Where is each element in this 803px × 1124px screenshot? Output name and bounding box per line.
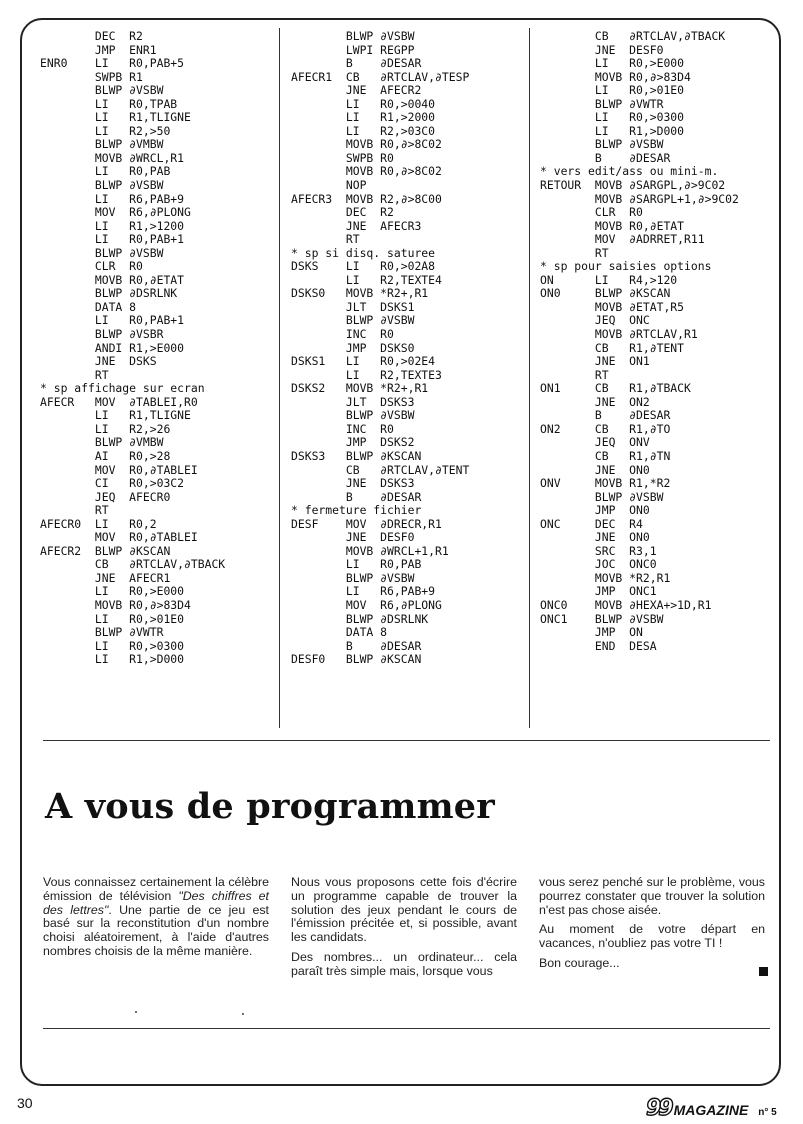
code-line: JNE DESF0: [291, 530, 415, 545]
logo-numeral: 99: [646, 1096, 671, 1121]
code-line: LWPI REGPP: [291, 42, 415, 57]
end-of-article-mark: [759, 967, 768, 976]
code-line: JMP DSKS2: [291, 435, 415, 450]
code-comment-line: * sp pour saisies options: [540, 259, 712, 274]
code-line: CLR R0: [540, 205, 643, 220]
code-line: RT: [40, 367, 109, 382]
code-line: BLWP ∂VSBW: [291, 570, 415, 585]
code-line: LI R0,PAB+1: [40, 232, 185, 247]
code-line: DESF0 BLWP ∂KSCAN: [291, 652, 422, 667]
code-line: MOVB R0,∂>8C02: [291, 164, 442, 179]
code-line: BLWP ∂VMBW: [40, 137, 164, 152]
code-line: LI R0,>0300: [40, 638, 185, 653]
page-number: 30: [17, 1095, 33, 1111]
code-line: ON LI R4,>120: [540, 272, 678, 287]
code-line: JEQ ONV: [540, 435, 650, 450]
code-line: JMP ON: [540, 625, 643, 640]
show-title: "Des chiffres et des lettres": [43, 888, 269, 917]
code-line: CB ∂RTCLAV,∂TBACK: [40, 557, 226, 572]
print-speck: [135, 1011, 137, 1013]
code-line: CB ∂RTCLAV,∂TENT: [291, 462, 470, 477]
code-line: LI R0,TPAB: [40, 96, 178, 111]
code-line: BLWP ∂VSBR: [40, 327, 164, 342]
code-line: ONC0 MOVB ∂HEXA+>1D,R1: [540, 597, 712, 612]
code-line: AFECR3 MOVB R2,∂>8C00: [291, 191, 442, 206]
code-line: B ∂DESAR: [291, 56, 422, 71]
code-line: LI R1,>D000: [40, 652, 185, 667]
code-line: INC R0: [291, 421, 394, 436]
code-line: MOV R0,∂TABLEI: [40, 530, 198, 545]
code-line: JNE ON0: [540, 530, 650, 545]
code-line: ON1 CB R1,∂TBACK: [540, 381, 691, 396]
code-line: LI R2,>50: [40, 123, 171, 138]
code-line: B ∂DESAR: [291, 489, 422, 504]
code-line: MOVB ∂RTCLAV,R1: [540, 327, 698, 342]
article-bottom-rule: [43, 1028, 770, 1029]
code-line: SWPB R1: [40, 69, 143, 84]
code-line: BLWP ∂VMBW: [40, 435, 164, 450]
code-line: LI R0,PAB: [291, 557, 422, 572]
code-line: MOVB R0,∂ETAT: [40, 272, 185, 287]
code-line: JNE ON2: [540, 394, 650, 409]
code-line: LI R2,TEXTE4: [291, 272, 442, 287]
code-line: MOVB ∂WRCL,R1: [40, 150, 185, 165]
code-line: LI R0,PAB+1: [40, 313, 185, 328]
code-line: JNE ON0: [540, 462, 650, 477]
article-title: A vous de programmer: [45, 786, 495, 827]
article-paragraph: Nous vous proposons cette fois d'écrire un programme capable de trouver la solution des jeux pendant le cours de l'émission précitée et, si possible, avant les candidats.: [291, 875, 517, 945]
code-line: AI R0,>28: [40, 448, 171, 463]
code-comment-line: * fermeture fichier: [291, 503, 422, 518]
code-line: ENR0 LI R0,PAB+5: [40, 56, 185, 71]
code-line: BLWP ∂VSBW: [40, 83, 164, 98]
code-comment-line: * sp affichage sur ecran: [40, 381, 205, 396]
print-speck: [242, 1013, 244, 1015]
code-line: CLR R0: [40, 259, 143, 274]
code-line: NOP: [291, 178, 367, 193]
code-line: RT: [291, 232, 360, 247]
code-line: BLWP ∂VSBW: [40, 245, 164, 260]
code-line: LI R0,>E000: [40, 584, 185, 599]
code-line: BLWP ∂VSBW: [291, 408, 415, 423]
code-line: DSKS1 LI R0,>02E4: [291, 354, 436, 369]
code-line: LI R1,>2000: [291, 110, 436, 125]
code-line: MOV R0,∂TABLEI: [40, 462, 198, 477]
code-line: MOV R6,∂PLONG: [291, 597, 442, 612]
code-line: AFECR1 CB ∂RTCLAV,∂TESP: [291, 69, 470, 84]
code-line: JNE AFECR2: [291, 83, 422, 98]
code-listing-column-2: [291, 30, 469, 667]
code-line: ON0 BLWP ∂KSCAN: [540, 286, 671, 301]
code-line: JMP DSKS0: [291, 340, 415, 355]
code-line: LI R1,>D000: [540, 123, 685, 138]
code-line: BLWP ∂DSRLNK: [291, 611, 429, 626]
code-line: LI R0,>01E0: [40, 611, 185, 626]
code-line: LI R0,>0040: [291, 96, 436, 111]
code-line: MOVB ∂SARGPL+1,∂>9C02: [540, 191, 739, 206]
code-line: ON2 CB R1,∂TO: [540, 421, 671, 436]
code-line: DATA 8: [40, 299, 137, 314]
column-divider-2: [529, 28, 530, 728]
code-listing-column-3: [540, 30, 739, 653]
magazine-logo: [646, 1096, 777, 1120]
code-line: JLT DSKS3: [291, 394, 415, 409]
code-line: RT: [40, 503, 109, 518]
code-line: LI R1,>1200: [40, 218, 185, 233]
code-line: JEQ ONC: [540, 313, 650, 328]
code-line: BLWP ∂VWTR: [540, 96, 664, 111]
code-line: B ∂DESAR: [540, 150, 671, 165]
code-listing-column-1: [40, 30, 225, 667]
article-column-1: [43, 876, 269, 965]
issue-number: n° 5: [758, 1107, 777, 1118]
logo-word: MAGAZINE: [673, 1102, 749, 1118]
code-line: MOV ∂ADRRET,R11: [540, 232, 705, 247]
code-line: MOVB R0,∂>83D4: [40, 597, 191, 612]
code-line: LI R2,>26: [40, 421, 171, 436]
code-line: ONC1 BLWP ∂VSBW: [540, 611, 664, 626]
code-line: LI R2,>03C0: [291, 123, 436, 138]
code-line: LI R0,>0300: [540, 110, 685, 125]
article-paragraph: Vous connaissez certainement la célèbre émission de télévision "Des chiffres et des lettres". Une partie de ce jeu est basé sur la reconstitution d'un nombre choisi aléatoirement, à l'aide d'autres nombres choisis de la même manière.: [43, 875, 269, 958]
code-line: BLWP ∂VSBW: [540, 137, 664, 152]
code-line: END DESA: [540, 638, 657, 653]
code-line: MOVB R0,∂>8C02: [291, 137, 442, 152]
code-line: SRC R3,1: [540, 543, 657, 558]
code-line: CI R0,>03C2: [40, 476, 185, 491]
code-line: B ∂DESAR: [291, 638, 422, 653]
code-line: RT: [540, 245, 609, 260]
code-line: LI R6,PAB+9: [291, 584, 436, 599]
code-line: AFECR0 LI R0,2: [40, 516, 157, 531]
code-line: DESF MOV ∂DRECR,R1: [291, 516, 442, 531]
code-line: CB R1,∂TENT: [540, 340, 685, 355]
code-line: LI R1,TLIGNE: [40, 110, 191, 125]
code-line: BLWP ∂VSBW: [40, 178, 164, 193]
code-line: INC R0: [291, 327, 394, 342]
code-line: BLWP ∂VSBW: [540, 489, 664, 504]
code-line: DSKS0 MOVB *R2+,R1: [291, 286, 429, 301]
code-line: CB R1,∂TN: [540, 448, 671, 463]
code-comment-line: * vers edit/ass ou mini-m.: [540, 164, 719, 179]
code-line: DSKS3 BLWP ∂KSCAN: [291, 448, 422, 463]
code-line: ONV MOVB R1,*R2: [540, 476, 671, 491]
code-line: DEC R2: [291, 205, 394, 220]
article-paragraph: Bon courage...: [539, 955, 620, 970]
code-line: AFECR MOV ∂TABLEI,R0: [40, 394, 198, 409]
code-line: MOV R6,∂PLONG: [40, 205, 191, 220]
article-column-3: [539, 876, 765, 977]
code-line: BLWP ∂VSBW: [291, 313, 415, 328]
code-line: DSKS2 MOVB *R2+,R1: [291, 381, 429, 396]
code-line: LI R2,TEXTE3: [291, 367, 442, 382]
code-line: DEC R2: [40, 29, 143, 43]
article-paragraph: vous serez penché sur le problème, vous pourrez constater que trouver la solution n'est pas chose aisée.: [539, 875, 765, 917]
code-line: JEQ AFECR0: [40, 489, 171, 504]
code-line: JMP ENR1: [40, 42, 157, 57]
code-line: LI R0,>01E0: [540, 83, 685, 98]
code-line: JMP ONC1: [540, 584, 657, 599]
code-line: JNE DSKS: [40, 354, 157, 369]
article-column-2: [291, 876, 517, 985]
code-line: JNE ON1: [540, 354, 650, 369]
code-line: RETOUR MOVB ∂SARGPL,∂>9C02: [540, 178, 726, 193]
code-line: LI R6,PAB+9: [40, 191, 185, 206]
code-line: JNE DESF0: [540, 42, 664, 57]
code-line: MOVB *R2,R1: [540, 570, 671, 585]
code-line: MOVB ∂ETAT,R5: [540, 299, 685, 314]
code-line: JNE AFECR1: [40, 570, 171, 585]
code-line: RT: [540, 367, 609, 382]
code-line: BLWP ∂VWTR: [40, 625, 164, 640]
code-comment-line: * sp si disq. saturee: [291, 245, 436, 260]
code-line: ANDI R1,>E000: [40, 340, 185, 355]
code-line: AFECR2 BLWP ∂KSCAN: [40, 543, 171, 558]
article-paragraph: Au moment de votre départ en vacances, n'oubliez pas votre TI !: [539, 922, 765, 951]
code-line: MOVB ∂WRCL+1,R1: [291, 543, 449, 558]
code-line: JMP ON0: [540, 503, 650, 518]
code-line: DATA 8: [291, 625, 388, 640]
code-line: BLWP ∂DSRLNK: [40, 286, 178, 301]
code-line: JNE DSKS3: [291, 476, 415, 491]
code-line: JLT DSKS1: [291, 299, 415, 314]
code-line: JOC ONC0: [540, 557, 657, 572]
article-paragraph: Des nombres... un ordinateur... cela paraît très simple mais, lorsque vous: [291, 949, 517, 978]
code-line: LI R1,TLIGNE: [40, 408, 191, 423]
code-line: LI R0,PAB: [40, 164, 171, 179]
code-line: MOVB R0,∂ETAT: [540, 218, 685, 233]
code-line: ONC DEC R4: [540, 516, 643, 531]
column-divider-1: [279, 28, 280, 728]
code-line: SWPB R0: [291, 150, 394, 165]
listing-bottom-rule: [43, 740, 770, 741]
code-line: B ∂DESAR: [540, 408, 671, 423]
code-line: DSKS LI R0,>02A8: [291, 259, 436, 274]
code-line: LI R0,>E000: [540, 56, 685, 71]
code-line: CB ∂RTCLAV,∂TBACK: [540, 29, 726, 43]
code-line: MOVB R0,∂>83D4: [540, 69, 691, 84]
code-line: JNE AFECR3: [291, 218, 422, 233]
code-line: BLWP ∂VSBW: [291, 29, 415, 43]
